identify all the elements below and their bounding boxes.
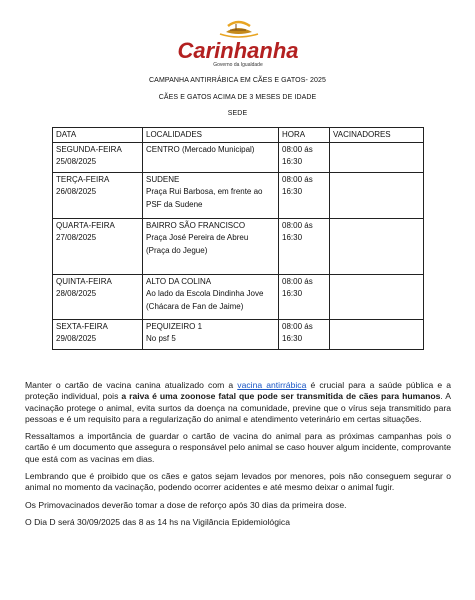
table-row — [53, 143, 424, 173]
time-cell — [279, 219, 330, 275]
column-header-date: DATA — [53, 128, 143, 143]
start-time: 08:00 ás — [282, 221, 313, 231]
column-header-vaccinators: VACINADORES — [330, 128, 424, 143]
weekday: SEXTA-FEIRA — [56, 322, 108, 332]
end-time: 16:30 — [282, 187, 303, 197]
table-row — [53, 320, 424, 350]
end-time: 16:30 — [282, 334, 303, 344]
logo-wordmark: Carinhanha — [177, 38, 299, 63]
vaccine-link[interactable]: vacina antirrábica — [237, 380, 307, 390]
vaccinators-cell — [330, 173, 424, 219]
vaccinators-cell — [330, 275, 424, 320]
weekday: QUARTA-FEIRA — [56, 221, 115, 231]
location-line: BAIRRO SÃO FRANCISCO — [146, 221, 246, 231]
municipality-logo — [176, 20, 300, 68]
date-cell — [53, 275, 143, 320]
table-row — [53, 219, 424, 275]
schedule-table — [52, 127, 424, 350]
start-time: 08:00 ás — [282, 277, 313, 287]
date: 27/08/2025 — [56, 233, 97, 243]
column-header-locations: LOCALIDADES — [143, 128, 279, 143]
vaccinators-cell — [330, 320, 424, 350]
weekday: TERÇA-FEIRA — [56, 175, 110, 185]
date-cell — [53, 143, 143, 173]
notice-body — [25, 380, 451, 534]
start-time: 08:00 ás — [282, 322, 313, 332]
campaign-title: CAMPANHA ANTIRRÁBICA EM CÃES E GATOS- 2025 — [149, 77, 326, 84]
location-line: PEQUIZEIRO 1 — [146, 322, 203, 332]
paragraph-minors-prohibited: Lembrando que é proibido que os cães e gatos sejam levados por menores, pois não conseguem segurar o animal no momento da vacinação, podendo ocorrer acidentes e até mesmo deixar o animal fugir. — [25, 471, 451, 493]
time-cell — [279, 143, 330, 173]
date-cell — [53, 320, 143, 350]
time-cell — [279, 173, 330, 219]
date: 26/08/2025 — [56, 187, 97, 197]
location-cell — [143, 173, 279, 219]
location-cell — [143, 320, 279, 350]
location-line: No psf 5 — [146, 334, 176, 344]
location-line: Praça Rui Barbosa, em frente ao — [146, 187, 263, 197]
time-cell — [279, 275, 330, 320]
text-segment: é crucial para a saúde pública e a proteção individual, pois — [25, 380, 451, 402]
table-row — [53, 275, 424, 320]
location-line: Praça José Pereira de Abreu — [146, 233, 249, 243]
table-header-row — [53, 128, 424, 143]
weekday: QUINTA-FEIRA — [56, 277, 112, 287]
time-cell — [279, 320, 330, 350]
campaign-subtitle: CÃES E GATOS ACIMA DE 3 MESES DE IDADE — [158, 94, 317, 101]
location-line: (Chácara de Fan de Jaime) — [146, 301, 244, 311]
date: 25/08/2025 — [56, 157, 97, 167]
table-row — [53, 173, 424, 219]
end-time: 16:30 — [282, 289, 303, 299]
date-cell — [53, 173, 143, 219]
column-header-time: HORA — [279, 128, 330, 143]
campaign-location: SEDE — [227, 110, 248, 117]
date: 28/08/2025 — [56, 289, 97, 299]
location-line: CENTRO (Mercado Municipal) — [146, 145, 255, 155]
location-line: PSF da Sudene — [146, 199, 203, 209]
start-time: 08:00 ás — [282, 145, 313, 155]
location-cell — [143, 275, 279, 320]
location-line: (Praça do Jegue) — [146, 245, 208, 255]
location-cell — [143, 143, 279, 173]
paragraph-keep-card: Ressaltamos a importância de guardar o cartão de vacina do animal para as próximas campanhas pois o cartão é um documento que assegura o responsável pelo animal se caso houver algum incidente, comprovante que está com as vacinas em dias. — [25, 431, 451, 464]
start-time: 08:00 ás — [282, 175, 313, 185]
end-time: 16:30 — [282, 157, 303, 167]
location-cell — [143, 219, 279, 275]
paragraph-booster-dose: Os Primovacinados deverão tomar a dose de reforço após 30 dias da primeira dose. — [25, 499, 347, 510]
text-segment: Manter o cartão de vacina canina atualizado com a — [25, 380, 238, 390]
location-line: Ao lado da Escola Dindinha Jove — [146, 289, 264, 299]
zoonosis-warning: a raiva é uma zoonose fatal que pode ser transmitida de cães para humanos — [121, 391, 441, 402]
end-time: 16:30 — [282, 233, 303, 243]
logo-tagline: Governo da Igualdade — [213, 62, 263, 68]
paragraph-vaccine-importance — [25, 380, 451, 425]
date: 29/08/2025 — [56, 334, 97, 344]
date-cell — [53, 219, 143, 275]
location-line: SUDENE — [146, 175, 180, 185]
vaccinators-cell — [330, 219, 424, 275]
weekday: SEGUNDA-FEIRA — [56, 145, 122, 155]
text-segment: . A vacinação protege o animal, evita surtos da doença na comunidade, previne que o vírus seja transmitido para pessoas e é um requisito para a regularização do animal e atendimento veterinário em certas situações. — [25, 391, 451, 424]
location-line: ALTO DA COLINA — [146, 277, 212, 287]
paragraph-d-day: O Dia D será 30/09/2025 das 8 as 14 hs na Vigilância Epidemiológica — [25, 516, 290, 527]
vaccinators-cell — [330, 143, 424, 173]
